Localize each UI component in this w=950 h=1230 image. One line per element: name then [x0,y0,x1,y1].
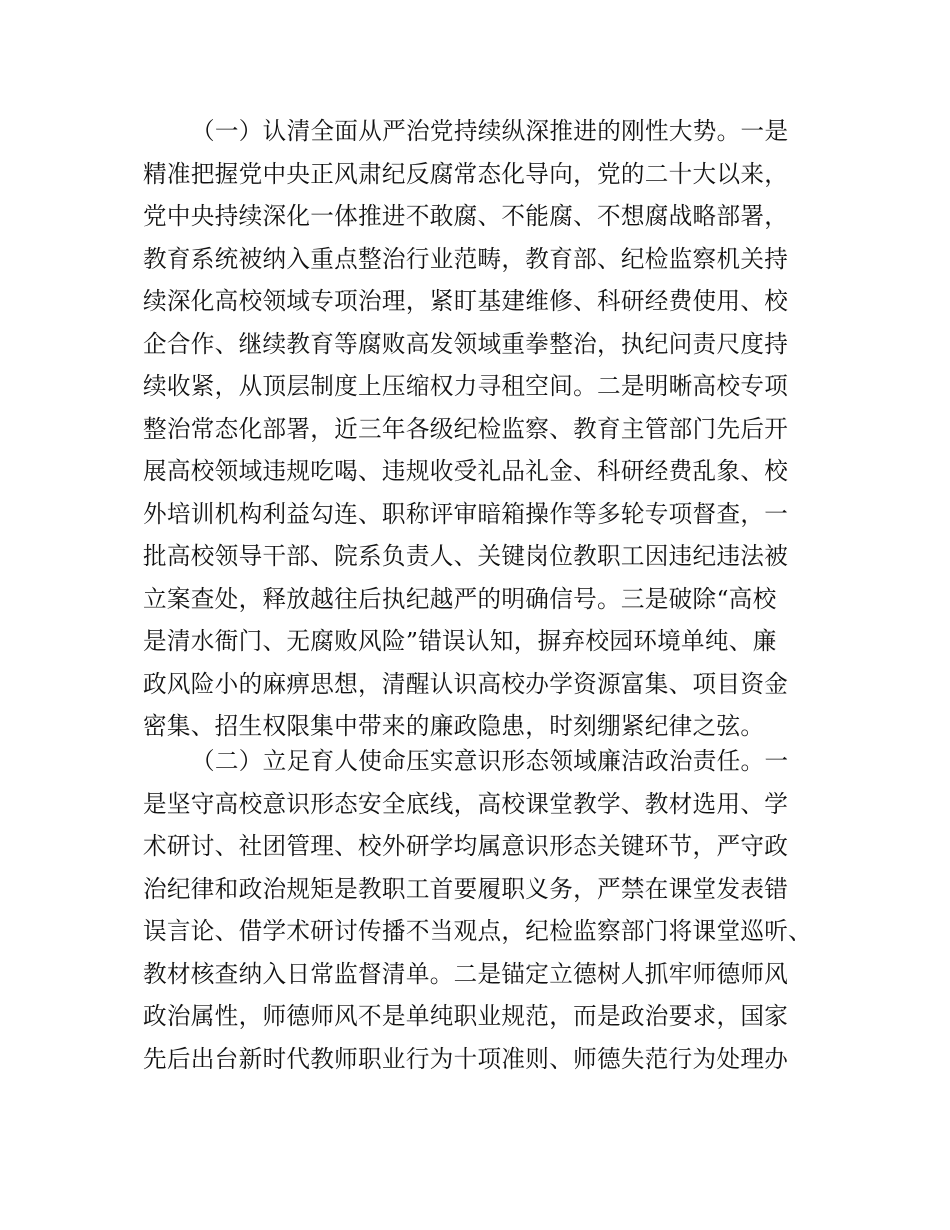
paragraph-line: 政治属性，师德师风不是单纯职业规范，而是政治要求，国家 [143,1002,789,1030]
paragraph-line: 先后出台新时代教师职业行为十项准则、师德失范行为处理办 [143,1044,789,1073]
paragraph-line: 党中央持续深化一体推进不敢腐、不能腐、不想腐战略部署， [143,202,789,230]
paragraph-line: 精准把握党中央正风肃纪反腐常态化导向，党的二十大以来， [143,159,789,188]
paragraph-line: 续收紧，从顶层制度上压缩权力寻租空间。二是明晰高校专项 [143,372,789,400]
paragraph-line: 企合作、继续教育等腐败高发领域重拳整治，执纪问责尺度持 [143,329,789,358]
paragraph-line: 展高校领域违规吃喝、违规收受礼品礼金、科研经费乱象、校 [143,457,789,485]
paragraph-line: 政风险小的麻痹思想，清醒认识高校办学资源富集、项目资金 [143,669,789,698]
paragraph-line: 术研讨、社团管理、校外研学均属意识形态关键环节，严守政 [143,832,789,860]
paragraph-line: （二）立足育人使命压实意识形态领域廉洁政治责任。一 [191,747,789,775]
paragraph-line: 密集、招生权限集中带来的廉政隐患，时刻绷紧纪律之弦。 [143,712,765,740]
paragraph-line: 治纪律和政治规矩是教职工首要履职义务，严禁在课堂发表错 [143,874,789,903]
paragraph-2 [143,740,813,1080]
paragraph-line: 是清水衙门、无腐败风险”错误认知，摒弃校园环境单纯、廉 [143,627,777,655]
paragraph-line: 教育系统被纳入重点整治行业范畴，教育部、纪检监察机关持 [143,244,789,273]
paragraph-line: 批高校领导干部、院系负责人、关键岗位教职工因违纪违法被 [143,542,789,570]
paragraph-line: （一）认清全面从严治党持续纵深推进的刚性大势。一是 [191,117,789,145]
paragraph-line: 整治常态化部署，近三年各级纪检监察、教育主管部门先后开 [143,414,789,443]
paragraph-line: 误言论、借学术研讨传播不当观点，纪检监察部门将课堂巡听、 [143,917,813,945]
paragraph-line: 续深化高校领域专项治理，紧盯基建维修、科研经费使用、校 [143,287,789,315]
paragraph-line: 外培训机构利益勾连、职称评审暗箱操作等多轮专项督查，一 [143,499,789,528]
paragraph-line: 教材核查纳入日常监督清单。二是锚定立德树人抓牢师德师风 [143,959,789,988]
paragraph-line: 是坚守高校意识形态安全底线，高校课堂教学、教材选用、学 [143,789,789,818]
paragraph-line: 立案查处，释放越往后执纪越严的明确信号。三是破除“高校 [143,584,777,613]
paragraph-1 [143,110,813,748]
